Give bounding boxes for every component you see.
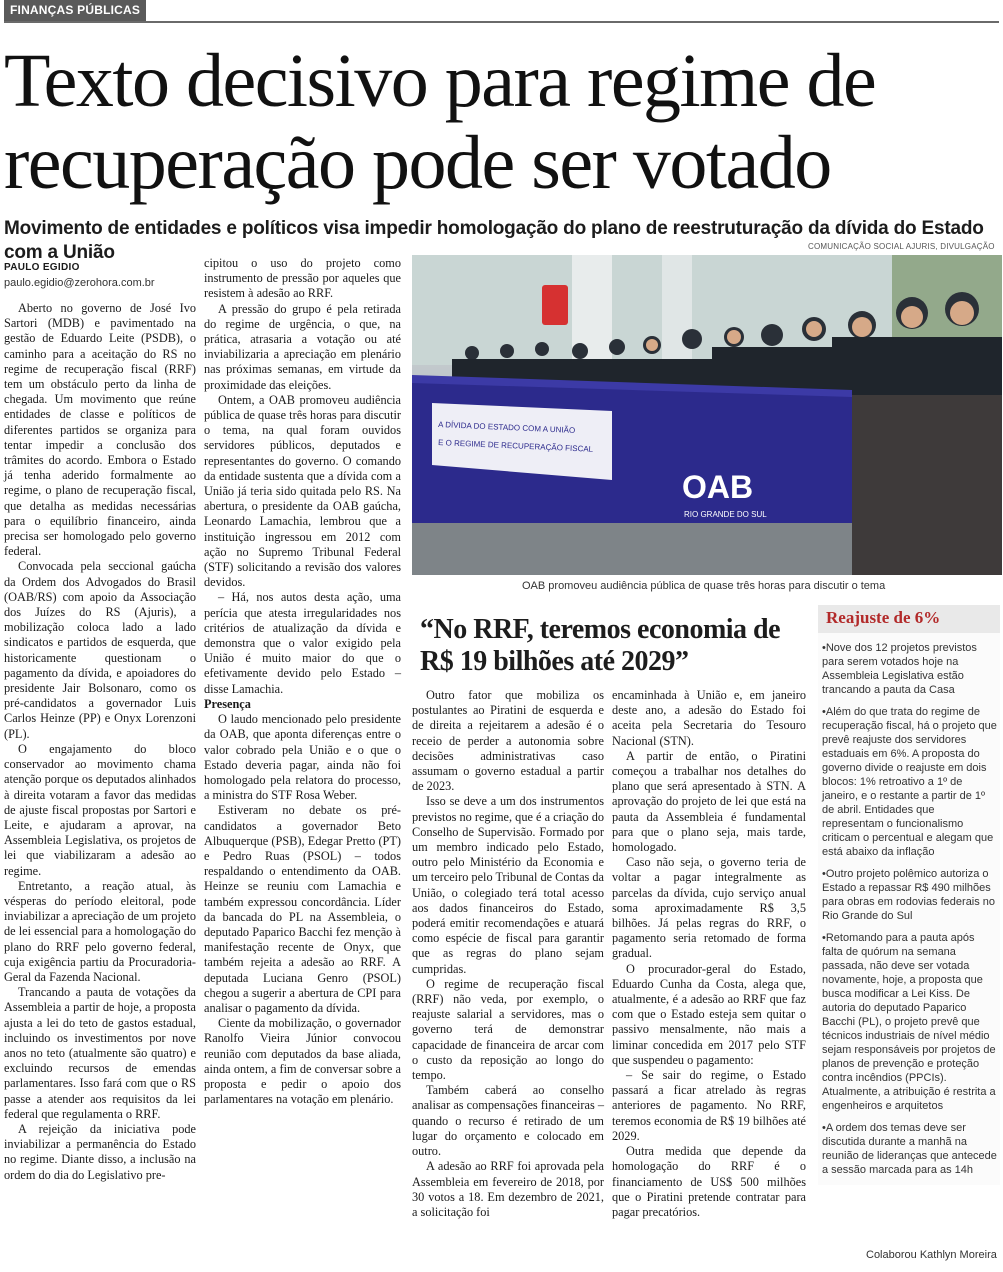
banner-logo: OAB xyxy=(682,469,754,505)
sidebar-item: • Além do que trata do regime de recuperação fiscal, há o projeto que prevê reajuste dos servidores estaduais em 6%. A proposta do governo divide o reajuste em dois blocos: 1% retroativo a 1º de janeiro, e o restante a partir de 1º de abril. Entidades que representam o funcionalismo criticam o percentual e alegam que está abaixo da inflação xyxy=(822,705,998,859)
paragraph: – Se sair do regime, o Estado passará a ficar atrelado às regras anteriores de pagamento. No RRF, teremos economia de R$ 19 bilhões até 2029. xyxy=(612,1068,806,1143)
banner-line-1: A DÍVIDA DO ESTADO COM A UNIÃO xyxy=(437,420,576,435)
paragraph: Entretanto, a reação atual, às vésperas do período eleitoral, pode inviabilizar a apreciação de um projeto de lei essencial para a homologação do plano do RRF pelo governo federal, cuja exigência partiu da Procuradoria-Geral da Fazenda Nacional. xyxy=(4,878,196,984)
paragraph: Outro fator que mobiliza os postulantes ao Piratini de esquerda e de direita a rejeitarem a adesão é o receio de perder a autonomia sobre decisões administrativas caso assumam o governo estadual a partir de 2023. xyxy=(412,688,604,794)
banner-logo-sub: RIO GRANDE DO SUL xyxy=(684,510,767,519)
paragraph: Trancando a pauta de votações da Assembleia a partir de hoje, a proposta ajusta a lei do teto de gastos estadual, incluindo os investimentos por nove anos no teto (atualmente são quatro) e excluindo recursos de emendas parlamentares. Isso fará com que o RS passe a atender aos requisitos da lei federal que regulamenta o RRF. xyxy=(4,985,196,1121)
paragraph: A adesão ao RRF foi aprovada pela Assembleia em fevereiro de 2018, por 30 votos a 18. Em dezembro de 2021, a solicitação foi xyxy=(412,1159,604,1219)
headline: Texto decisivo para regime de recuperação pode ser votado xyxy=(4,39,876,205)
paragraph: A rejeição da iniciativa pode inviabilizar a permanência do Estado no regime. Diante disso, a inclusão na ordem do dia do Legislativo pre- xyxy=(4,1121,196,1182)
column-4 xyxy=(612,688,806,1220)
photo-credit: COMUNICAÇÃO SOCIAL AJURIS, DIVULGAÇÃO xyxy=(808,242,995,251)
column-2 xyxy=(204,256,401,1107)
paragraph: Outra medida que depende da homologação do RRF é o financiamento de US$ 500 milhões que o Piratini pretende contratar para pagar precatórios. xyxy=(612,1144,806,1219)
subhead: Movimento de entidades e políticos visa impedir homologação do plano de reestruturação da dívida do Estado com a União xyxy=(4,218,984,263)
paragraph: Convocada pela seccional gaúcha da Ordem dos Advogados do Brasil (OAB/RS) com apoio da Associação dos Juízes do RS (Ajuris), a mobilização coloca lado a lado sindicatos e partidos de esquerda, que historicamente questionam o pagamento da dívida, e apoiadores do presidente Jair Bolsonaro, como os pré-candidatos a governador Luis Carlos Heinze (PP) e Onyx Lorenzoni (PL). xyxy=(4,559,196,741)
paragraph: Estiveram no debate os pré-candidatos a governador Beto Albuquerque (PSB), Edegar Pretto (PT) e Pedro Ruas (PSOL) – todos respaldando o entendimento da OAB. Heinze se reuniu com Lamachia e também expressou concordância. Líder da bancada do PL na Assembleia, o deputado Paparico Bacchi fez menção à manifestação recente de Onyx, que também rejeita a adesão ao RRF. A deputada Luciana Genro (PSOL) chegou a sugerir a abertura de CPI para analisar o pagamento da dívida. xyxy=(204,803,401,1015)
sidebar-item: • Outro projeto polêmico autoriza o Estado a repassar R$ 490 milhões para obras em rodovias federais no Rio Grande do Sul xyxy=(822,867,998,923)
sidebar-box xyxy=(818,605,1000,1185)
column-3 xyxy=(412,688,604,1220)
paragraph: Ontem, a OAB promoveu audiência pública de quase três horas para discutir o tema, na qual foram ouvidos servidores públicos, deputados e representantes do governo. O comando da entidade sustenta que a dívida com a União já teria sido quitada pelo RS. Na abertura, o presidente da OAB gaúcha, Leonardo Lamachia, lembrou que a instituição ingressou em 2012 com ação no Supremo Tribunal Federal (STF) solicitando a revisão dos valores devidos. xyxy=(204,392,401,590)
paragraph: O engajamento do bloco conservador ao movimento chama atenção porque os deputados alinhados à direita votaram a favor das medidas de ajuste fiscal propostas por Sartori e Leite, e ajudaram a aprovar, na Assembleia Legislativa, os projetos de lei que viabilizaram a adesão ao regime. xyxy=(4,741,196,878)
section-label: FINANÇAS PÚBLICAS xyxy=(4,0,146,21)
paragraph: Isso se deve a um dos instrumentos previstos no regime, que é a criação do Conselho de Supervisão. Formado por um membro indicado pelo Estado, outro pelo Ministério da Economia e um terceiro pelo Tribunal de Contas da União, o colegiado terá total acesso aos dados financeiros do Estado, poderá emitir recomendações e atuará como espécie de fiscal para garantir que as regras do plano sejam cumpridas. xyxy=(412,794,604,976)
collaborator-credit: Colaborou Kathlyn Moreira xyxy=(866,1249,997,1261)
section-rule xyxy=(4,21,999,23)
paragraph: Ciente da mobilização, o governador Ranolfo Vieira Júnior convocou reunião com deputados da base aliada, ainda ontem, a fim de conversar sobre a proposta e pedir o apoio dos parlamentares na votação em plenário. xyxy=(204,1016,401,1107)
sidebar-item: • Nove dos 12 projetos previstos para serem votados hoje na Assembleia Legislativa estão trancando a pauta da Casa xyxy=(822,641,998,697)
banner-line-2: E O REGIME DE RECUPERAÇÃO FISCAL xyxy=(437,438,594,454)
paragraph: cipitou o uso do projeto como instrumento de pressão por aqueles que resistem à adesão ao RRF. xyxy=(204,256,401,301)
photo-illustration xyxy=(412,255,1002,575)
subsection-title: Presença xyxy=(204,696,251,711)
sidebar-item: • Retomando para a pauta após falta de quórum na semana passada, não deve ser votada novamente, hoje, a proposta que busca modificar a Lei Kiss. De autoria do deputado Paparico Bacchi (PL), o projeto prevê que técnicos industriais de nível médio sejam responsáveis por projetos de planos de prevenção e proteção contra incêndios (PPCIs). Atualmente, a atribuição é restrita a engenheiros e arquitetos xyxy=(822,931,998,1113)
paragraph: O regime de recuperação fiscal (RRF) não veda, por exemplo, o reajuste salarial a servidores, mas o governo terá de demonstrar capacidade de financeira de arcar com o custo da reposição ao longo do tempo. xyxy=(412,976,604,1083)
paragraph: Caso não seja, o governo teria de voltar a pagar integralmente as parcelas da dívida, cujo serviço anual soma aproximadamente R$ 3,5 bilhões. Já pelas regras do RRF, o pagamento seria retomado de forma gradual. xyxy=(612,855,806,961)
photo-caption: OAB promoveu audiência pública de quase três horas para discutir o tema xyxy=(522,580,886,592)
sidebar-title: Reajuste de 6% xyxy=(818,605,1000,633)
paragraph: encaminhada à União e, em janeiro deste ano, a adesão do Estado foi aceita pela Secretaria do Tesouro Nacional (STN). xyxy=(612,688,806,748)
sidebar-item: • A ordem dos temas deve ser discutida durante a manhã na reunião de lideranças que antecede a sessão marcada para as 14h xyxy=(822,1121,998,1177)
paragraph: A partir de então, o Piratini começou a trabalhar nos detalhes do plano que será apresentado à STN. A aprovação do projeto de lei que está na pauta da Assembleia é fundamental para que o plano seja, mais tarde, homologado. xyxy=(612,748,806,855)
byline-name: PAULO EGIDIO xyxy=(4,262,80,273)
paragraph: – Há, nos autos desta ação, uma perícia que atesta irregularidades nos critérios de atualização da dívida e demonstra que o valor exigido pela União é muito maior do que o efetivamente devido pelo Estado – disse Lamachia. xyxy=(204,590,401,696)
paragraph: O procurador-geral do Estado, Eduardo Cunha da Costa, alega que, atualmente, é a adesão ao RRF que faz com que o Estado esteja sem quitar o passivo mensalmente, não mais a liminar concedida em 2017 pelo STF que suspendeu o pagamento: xyxy=(612,961,806,1067)
paragraph: O laudo mencionado pelo presidente da OAB, que aponta diferenças entre o valor cobrado pela União e o que o Estado deveria pagar, ainda não foi homologado pela relatora do processo, a ministra do STF Rosa Weber. xyxy=(204,712,401,803)
byline-email: paulo.egidio@zerohora.com.br xyxy=(4,277,155,289)
sidebar-list xyxy=(818,641,1000,1177)
article-photo xyxy=(412,255,1002,575)
column-1 xyxy=(4,256,196,1183)
paragraph: Também caberá ao conselho analisar as compensações financeiras – quando o recurso é retirado de um lugar do orçamento e colocado em outro. xyxy=(412,1083,604,1159)
pull-quote: “No RRF, teremos economia de R$ 19 bilhões até 2029” xyxy=(420,614,781,677)
paragraph: A pressão do grupo é pela retirada do regime de urgência, o que, na prática, atrasaria a votação ou até inviabilizaria a apreciação em plenário nas próximas semanas, em virtude da proximidade das eleições. xyxy=(204,301,401,392)
paragraph: Aberto no governo de José Ivo Sartori (MDB) e pavimentado na gestão de Eduardo Leite (PSDB), o caminho para a aceitação do RS no regime de recuperação fiscal (RRF) tem um obstáculo perto da linha de chegada. Um movimento que reúne entidades de classe e políticos de diferentes partidos se organiza para tentar impedir a conclusão dos trâmites do acordo. Embora o Estado já tenha aderido formalmente ao regime, o plano de recuperação fiscal, que detalha as medidas necessárias para o equilíbrio financeiro, ainda precisa ser homologado pelo governo federal. xyxy=(4,301,196,559)
